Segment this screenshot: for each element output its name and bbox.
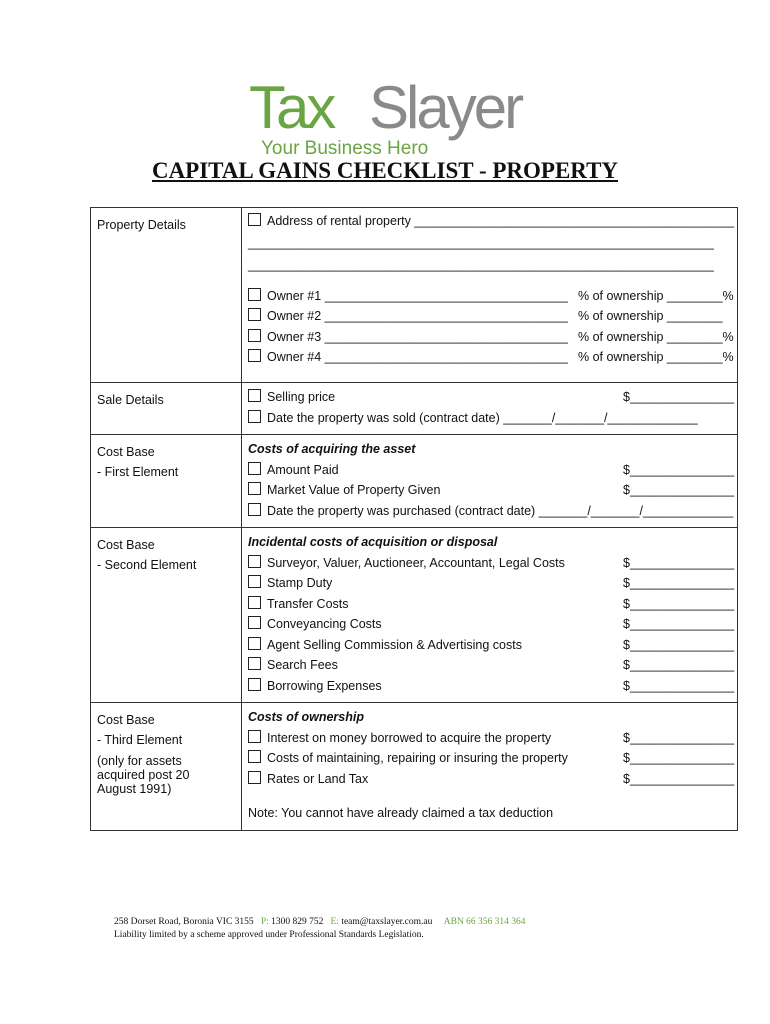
amount-field[interactable]: $_______________ xyxy=(623,730,735,745)
checkbox-item[interactable] xyxy=(248,771,261,784)
footer-email[interactable]: team@taxslayer.com.au xyxy=(341,917,433,927)
amount-field[interactable]: $_______________ xyxy=(623,678,735,693)
phone-label: P: xyxy=(260,917,269,927)
checkbox-owner-2[interactable] xyxy=(248,308,261,321)
amount-field[interactable]: $_______________ xyxy=(623,462,735,477)
logo-tagline: Your Business Hero xyxy=(261,138,429,159)
ownership-pct-field[interactable]: % of ownership ________% xyxy=(578,288,734,303)
page-title: CAPITAL GAINS CHECKLIST - PROPERTY xyxy=(151,158,619,183)
address-line-3[interactable]: ___________________________________________________________________ xyxy=(248,257,714,272)
item-label: Transfer Costs xyxy=(267,596,349,611)
item-label: Search Fees xyxy=(267,658,338,672)
amount-field[interactable]: $_______________ xyxy=(623,390,735,404)
section-label: Cost Base xyxy=(97,445,155,459)
section-sublabel: - Third Element xyxy=(97,733,183,747)
email-label: E: xyxy=(330,917,339,927)
ownership-pct-field[interactable]: % of ownership ________% xyxy=(578,350,734,364)
section-sublabel: - First Element xyxy=(97,465,179,479)
item-label: Surveyor, Valuer, Auctioneer, Accountant, Legal Costs xyxy=(267,555,565,570)
section-label: Sale Details xyxy=(97,393,164,407)
footer xyxy=(114,916,526,942)
date-sold-field[interactable]: Date the property was sold (contract date) _______/_______/_____________ xyxy=(267,410,698,425)
item-label: Stamp Duty xyxy=(267,576,333,590)
checkbox-item[interactable] xyxy=(248,596,261,609)
checkbox-item[interactable] xyxy=(248,637,261,650)
amount-field[interactable]: $_______________ xyxy=(623,637,735,652)
checkbox-owner-1[interactable] xyxy=(248,288,261,301)
item-label: Amount Paid xyxy=(267,462,339,477)
section-label: Cost Base xyxy=(97,713,155,727)
amount-field[interactable]: $_______________ xyxy=(623,751,735,765)
item-label: Selling price xyxy=(267,390,336,404)
section-label: Property Details xyxy=(97,218,186,232)
owner-row xyxy=(248,286,734,307)
section-note: (only for assets acquired post 20 August 1991) xyxy=(97,754,190,796)
footer-abn: ABN 66 356 314 364 xyxy=(443,917,526,927)
section-cost-base-third xyxy=(91,703,738,831)
address-line-2[interactable]: ___________________________________________________________________ xyxy=(248,235,714,250)
checkbox-item[interactable] xyxy=(248,575,261,588)
section-heading: Costs of acquiring the asset xyxy=(248,442,416,456)
item-label: Agent Selling Commission & Advertising costs xyxy=(267,637,522,652)
footer-liability: Liability limited by a scheme approved under Professional Standards Legislation. xyxy=(114,930,424,940)
checkbox-date-sold[interactable] xyxy=(248,410,261,423)
checkbox-item[interactable] xyxy=(248,657,261,670)
owner-name-field[interactable]: Owner #4 ___________________________________ xyxy=(267,350,568,364)
owner-name-field[interactable]: Owner #1 ___________________________________ xyxy=(267,288,568,303)
address-field[interactable]: Address of rental property ______________________________________________ xyxy=(267,214,735,228)
section-cost-base-second xyxy=(91,528,738,703)
item-label: Borrowing Expenses xyxy=(267,678,382,693)
checkbox-item[interactable] xyxy=(248,730,261,743)
item-label: Conveyancing Costs xyxy=(267,617,382,631)
checklist-table xyxy=(90,207,738,831)
section-heading: Incidental costs of acquisition or disposal xyxy=(248,535,498,549)
item-label: Interest on money borrowed to acquire the property xyxy=(267,730,552,745)
taxslayer-logo xyxy=(249,74,529,161)
section-cost-base-first xyxy=(91,435,738,528)
date-purchased-field[interactable]: Date the property was purchased (contract date) _______/_______/_____________ xyxy=(267,503,734,518)
owner-name-field[interactable]: Owner #3 ___________________________________ xyxy=(267,329,568,344)
section-heading: Costs of ownership xyxy=(248,710,364,724)
amount-field[interactable]: $_______________ xyxy=(623,771,735,786)
amount-field[interactable]: $_______________ xyxy=(623,555,735,570)
amount-field[interactable]: $_______________ xyxy=(623,596,735,611)
item-label: Costs of maintaining, repairing or insuring the property xyxy=(267,751,568,765)
logo-word-slayer: Slayer xyxy=(369,74,522,141)
owner-name-field[interactable]: Owner #2 ___________________________________ xyxy=(267,309,568,323)
section-property-details xyxy=(91,208,738,383)
amount-field[interactable]: $_______________ xyxy=(623,658,735,672)
checkbox-item[interactable] xyxy=(248,555,261,568)
checkbox-item[interactable] xyxy=(248,678,261,691)
checkbox-address[interactable] xyxy=(248,213,261,226)
owner-row xyxy=(248,347,734,368)
section-label: Cost Base xyxy=(97,538,155,552)
checkbox-owner-4[interactable] xyxy=(248,349,261,362)
owner-row xyxy=(248,327,734,348)
amount-field[interactable]: $_______________ xyxy=(623,617,735,631)
ownership-pct-field[interactable]: % of ownership ________ xyxy=(578,309,723,323)
section-sublabel: - Second Element xyxy=(97,558,197,572)
checkbox-item[interactable] xyxy=(248,616,261,629)
owner-row xyxy=(248,306,731,327)
footer-phone: 1300 829 752 xyxy=(271,917,324,927)
checkbox-selling-price[interactable] xyxy=(248,389,261,402)
ownership-pct-field[interactable]: % of ownership ________% xyxy=(578,329,734,344)
deduction-note: Note: You cannot have already claimed a tax deduction xyxy=(248,806,554,820)
amount-field[interactable]: $_______________ xyxy=(623,483,735,497)
amount-field[interactable]: $_______________ xyxy=(623,576,735,590)
logo-word-tax: Tax xyxy=(249,74,334,141)
checkbox-date-purchased[interactable] xyxy=(248,503,261,516)
footer-address: 258 Dorset Road, Boronia VIC 3155 xyxy=(114,917,254,927)
item-label: Market Value of Property Given xyxy=(267,483,441,497)
checkbox-amount-paid[interactable] xyxy=(248,462,261,475)
checkbox-owner-3[interactable] xyxy=(248,329,261,342)
item-label: Rates or Land Tax xyxy=(267,771,369,786)
section-sale-details xyxy=(91,383,738,435)
checkbox-item[interactable] xyxy=(248,750,261,763)
checkbox-market-value[interactable] xyxy=(248,482,261,495)
